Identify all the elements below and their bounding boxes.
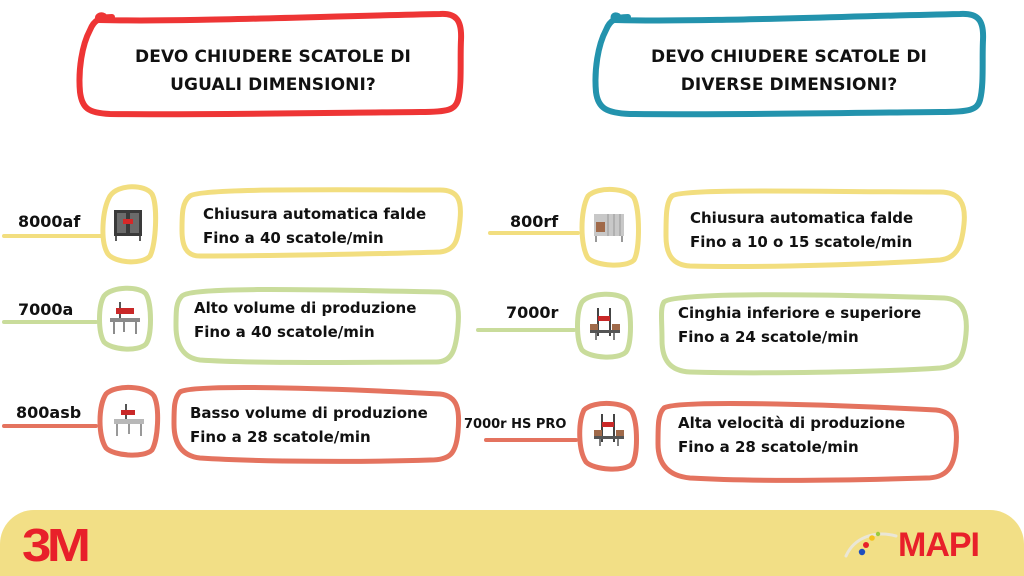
mapi-logo-swoosh-icon [844, 526, 900, 560]
header-left-line1: DEVO CHIUDERE SCATOLE DI [135, 47, 411, 67]
desc-7000r-hs-pro-line1: Alta velocità di produzione [678, 414, 906, 432]
model-label-800asb: 800asb [16, 403, 82, 422]
model-label-7000r-hs-pro: 7000r HS PRO [464, 417, 567, 432]
case-sealer-800rf-icon [592, 208, 626, 244]
case-sealer-7000r-icon [588, 306, 622, 342]
desc-800rf-line1: Chiusura automatica falde [690, 209, 914, 227]
desc-800rf-line2: Fino a 10 o 15 scatole/min [690, 233, 913, 251]
model-label-7000r: 7000r [506, 303, 559, 322]
desc-800rf [690, 206, 913, 254]
header-right-line2: DIVERSE DIMENSIONI? [680, 75, 898, 95]
header-right-line1: DEVO CHIUDERE SCATOLE DI [651, 47, 927, 67]
header-left-line2: UGUALI DIMENSIONI? [170, 75, 376, 95]
model-label-800rf: 800rf [510, 212, 559, 231]
desc-7000r-hs-pro-line2: Fino a 28 scatole/min [678, 438, 859, 456]
logo-mapi: MAPI [898, 526, 979, 564]
case-sealer-7000a-icon [108, 300, 142, 336]
case-sealer-800asb-icon [112, 402, 146, 438]
desc-7000r [678, 301, 921, 349]
desc-8000af-line1: Chiusura automatica falde [203, 205, 427, 223]
desc-7000r-line1: Cinghia inferiore e superiore [678, 304, 922, 322]
desc-8000af-line2: Fino a 40 scatole/min [203, 229, 384, 247]
desc-800asb [190, 401, 428, 449]
case-sealer-7000r-hs-pro-icon [592, 412, 626, 448]
desc-7000r-line2: Fino a 24 scatole/min [678, 328, 859, 346]
model-label-8000af: 8000af [18, 212, 81, 231]
desc-7000a-line2: Fino a 40 scatole/min [194, 323, 375, 341]
model-label-7000a: 7000a [18, 300, 74, 319]
desc-7000r-hs-pro [678, 411, 905, 459]
desc-800asb-line1: Basso volume di produzione [190, 404, 428, 422]
logo-3m: 3M [22, 519, 87, 571]
desc-8000af [203, 202, 426, 250]
case-sealer-8000af-icon [112, 206, 146, 242]
desc-800asb-line2: Fino a 28 scatole/min [190, 428, 371, 446]
desc-7000a-line1: Alto volume di produzione [194, 299, 417, 317]
desc-7000a [194, 296, 416, 344]
